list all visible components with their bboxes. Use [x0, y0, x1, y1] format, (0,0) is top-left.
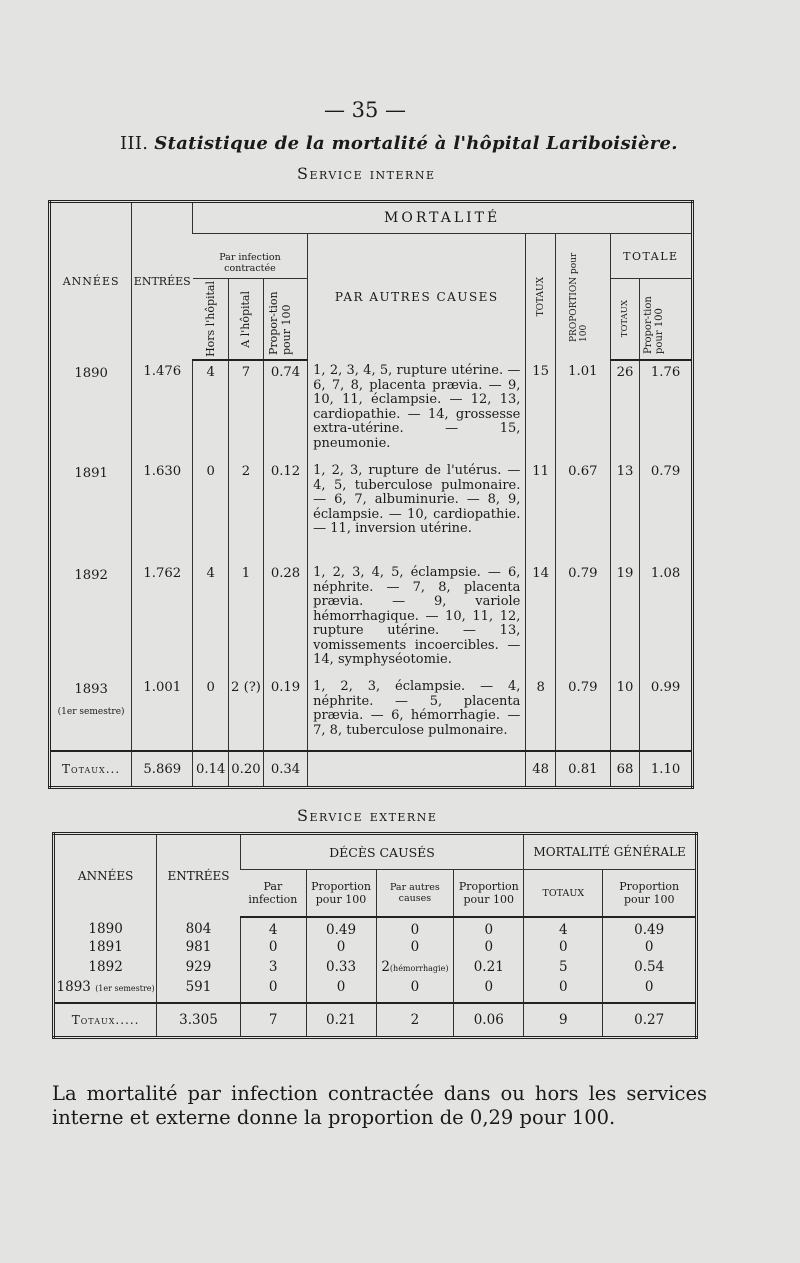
table-row	[50, 460, 693, 562]
conclusion-paragraph: La mortalité par infection contractée dans ou hors les services interne et externe donne la proportion de 0,29 pour 100.	[52, 1082, 707, 1129]
entrees: 929	[157, 959, 241, 979]
totaux: 11	[526, 460, 556, 562]
totale-totaux: 10	[610, 676, 640, 751]
page-title	[120, 133, 678, 154]
entrees: 1.762	[132, 562, 193, 676]
annee: 1891	[74, 466, 108, 481]
hors: 0	[193, 676, 229, 751]
header-entrees: ENTRÉES	[132, 202, 193, 361]
proportion-2: 0	[454, 917, 524, 939]
totaux: 14	[526, 562, 556, 676]
totale-proportion: 1.76	[640, 360, 693, 460]
totaux: 5	[524, 959, 603, 979]
header-totale-proportion: Propor-tion pour 100	[642, 296, 665, 354]
totals-hors: 0.14	[193, 751, 229, 788]
header-totale-totaux: TOTAUX	[619, 300, 630, 338]
table-row	[50, 676, 693, 751]
table-row	[50, 360, 693, 460]
par-infection: 0	[240, 979, 306, 1003]
par-autres: 0	[376, 939, 454, 959]
entrees: 981	[157, 939, 241, 959]
proportion: 0.19	[263, 676, 307, 751]
par-autres-note: (hémorrhagie)	[389, 964, 449, 973]
table-row	[54, 917, 697, 939]
annee	[50, 676, 132, 751]
header-annees: ANNÉES	[77, 869, 134, 883]
proportion: 0.12	[263, 460, 307, 562]
autres-causes: 1, 2, 3, 4, 5, éclampsie. — 6, néphrite. — 7, 8, placenta prævia. — 9, variole hémorrhagique. — 10, 11, 12, rupture utérine. — 13, vomissements incoercibles. — 14, symphyséotomie.	[308, 562, 526, 676]
annee-value: 1893	[74, 682, 108, 697]
annee	[54, 979, 157, 1003]
a-hopital: 1	[229, 562, 264, 676]
totals-totaux: 9	[524, 1003, 603, 1038]
proportion-3: 0.49	[603, 917, 697, 939]
header-deces-causes: DÉCÈS CAUSÉS	[240, 834, 524, 870]
header-autres-causes: PAR AUTRES CAUSES	[308, 234, 526, 361]
header-proportion-1: Proportion pour 100	[306, 870, 376, 918]
totals-proportion-3: 0.27	[603, 1003, 697, 1038]
proportion: 0.74	[263, 360, 307, 460]
proportion-1: 0	[306, 979, 376, 1003]
totale-totaux: 19	[610, 562, 640, 676]
par-autres: 0	[376, 979, 454, 1003]
proportion-1: 0.33	[306, 959, 376, 979]
header-totaux: TOTAUX	[535, 277, 546, 317]
header-par-infection: Par infection	[240, 870, 306, 918]
totale-proportion: 1.08	[640, 562, 693, 676]
totals-proportion-autres: 0.81	[555, 751, 610, 788]
totals-totale-totaux: 68	[610, 751, 640, 788]
header-hors: Hors l'hôpital	[203, 281, 217, 357]
totaux: 0	[524, 979, 603, 1003]
totals-entrees: 5.869	[132, 751, 193, 788]
annee-note: (1er semestre)	[57, 707, 125, 717]
hors: 0	[193, 460, 229, 562]
hors: 4	[193, 360, 229, 460]
entrees: 804	[157, 917, 241, 939]
header-mortalite: MORTALITÉ	[193, 202, 693, 234]
proportion-3: 0.54	[603, 959, 697, 979]
header-proportion-2: Proportion pour 100	[454, 870, 524, 918]
table-row	[54, 979, 697, 1003]
totals-row	[54, 1003, 697, 1038]
totals-a-hopital: 0.20	[229, 751, 264, 788]
title-prefix: III.	[120, 133, 149, 154]
proportion-autres: 1.01	[555, 360, 610, 460]
annee: 1891	[88, 939, 123, 955]
autres-causes: 1, 2, 3, 4, 5, rupture utérine. — 6, 7, 8, placenta prævia. — 9, 10, 11, éclampsie. — 12, 13, cardiopathie. — 14, grossesse extra-utérine. — 15, pneumonie.	[308, 360, 526, 460]
title-text: Statistique de la mortalité à l'hôpital Lariboisière.	[154, 133, 678, 154]
par-infection: 3	[240, 959, 306, 979]
totaux: 15	[526, 360, 556, 460]
header-a: A l'hôpital	[239, 290, 253, 348]
annee-note: (1er semestre)	[95, 984, 155, 993]
header-mortalite-generale: MORTALITÉ GÉNÉRALE	[524, 834, 697, 870]
proportion-2: 0	[454, 939, 524, 959]
par-infection: 4	[240, 917, 306, 939]
autres-causes: 1, 2, 3, éclampsie. — 4, néphrite. — 5, placenta prævia. — 6, hémorrhagie. — 7, 8, tuberculose pulmonaire.	[308, 676, 526, 751]
annee: 1890	[88, 921, 123, 937]
header-par-autres: Par autres causes	[376, 870, 454, 918]
par-autres-value: 2	[381, 959, 390, 975]
autres-causes: 1, 2, 3, rupture de l'utérus. — 4, 5, tuberculose pulmonaire. — 6, 7, albuminurie. — 8, 9, éclampsie. — 10, cardiopathie. — 11, inversion utérine.	[308, 460, 526, 562]
totaux: 0	[524, 939, 603, 959]
totals-par-autres: 2	[376, 1003, 454, 1038]
header-annees: ANNÉES	[62, 275, 120, 288]
totals-totaux: 48	[526, 751, 556, 788]
header-totale: TOTALE	[610, 234, 692, 279]
a-hopital: 2	[229, 460, 264, 562]
entrees: 1.476	[132, 360, 193, 460]
par-autres: 0	[376, 917, 454, 939]
totale-proportion: 0.99	[640, 676, 693, 751]
service-interne-label: Service interne	[297, 164, 436, 183]
hors: 4	[193, 562, 229, 676]
a-hopital: 7	[229, 360, 264, 460]
proportion-1: 0.49	[306, 917, 376, 939]
entrees: 591	[157, 979, 241, 1003]
header-proportion-3: Proportion pour 100	[603, 870, 697, 918]
totale-totaux: 13	[610, 460, 640, 562]
totals-par-infection: 7	[240, 1003, 306, 1038]
entrees: 1.630	[132, 460, 193, 562]
header-proportion-pour-100: PROPORTION pour 100	[568, 252, 589, 342]
table-row	[54, 959, 697, 979]
page-number: — 35 —	[323, 98, 407, 122]
proportion-2: 0	[454, 979, 524, 1003]
header-entrees: ENTRÉES	[157, 834, 241, 918]
totals-proportion-1: 0.21	[306, 1003, 376, 1038]
proportion-2: 0.21	[454, 959, 524, 979]
totals-proportion: 0.34	[263, 751, 307, 788]
entrees: 1.001	[132, 676, 193, 751]
table-row	[54, 939, 697, 959]
par-infection: 0	[240, 939, 306, 959]
proportion-autres: 0.67	[555, 460, 610, 562]
proportion-3: 0	[603, 979, 697, 1003]
service-interne-table	[48, 200, 694, 789]
proportion: 0.28	[263, 562, 307, 676]
proportion-3: 0	[603, 939, 697, 959]
a-hopital: 2 (?)	[229, 676, 264, 751]
totals-label: Totaux.....	[54, 1003, 157, 1038]
par-autres	[376, 959, 454, 979]
annee: 1890	[74, 366, 108, 381]
totals-entrees: 3.305	[157, 1003, 241, 1038]
header-totaux: TOTAUX	[524, 870, 603, 918]
annee-value: 1893	[56, 979, 91, 995]
header-par-infection: Par infection contractée	[193, 234, 308, 279]
totale-proportion: 0.79	[640, 460, 693, 562]
totals-label: Totaux...	[50, 751, 132, 788]
totaux: 4	[524, 917, 603, 939]
header-proportion: Propor-tion pour 100	[266, 291, 293, 355]
proportion-autres: 0.79	[555, 562, 610, 676]
totaux: 8	[526, 676, 556, 751]
proportion-autres: 0.79	[555, 676, 610, 751]
service-externe-table	[52, 832, 698, 1039]
totals-totale-proportion: 1.10	[640, 751, 693, 788]
annee: 1892	[74, 568, 108, 583]
totals-proportion-2: 0.06	[454, 1003, 524, 1038]
proportion-1: 0	[306, 939, 376, 959]
service-externe-label: Service externe	[297, 806, 438, 825]
totale-totaux: 26	[610, 360, 640, 460]
table-row	[50, 562, 693, 676]
totals-row	[50, 751, 693, 788]
totals-autres-causes	[308, 751, 526, 788]
annee: 1892	[88, 959, 123, 975]
